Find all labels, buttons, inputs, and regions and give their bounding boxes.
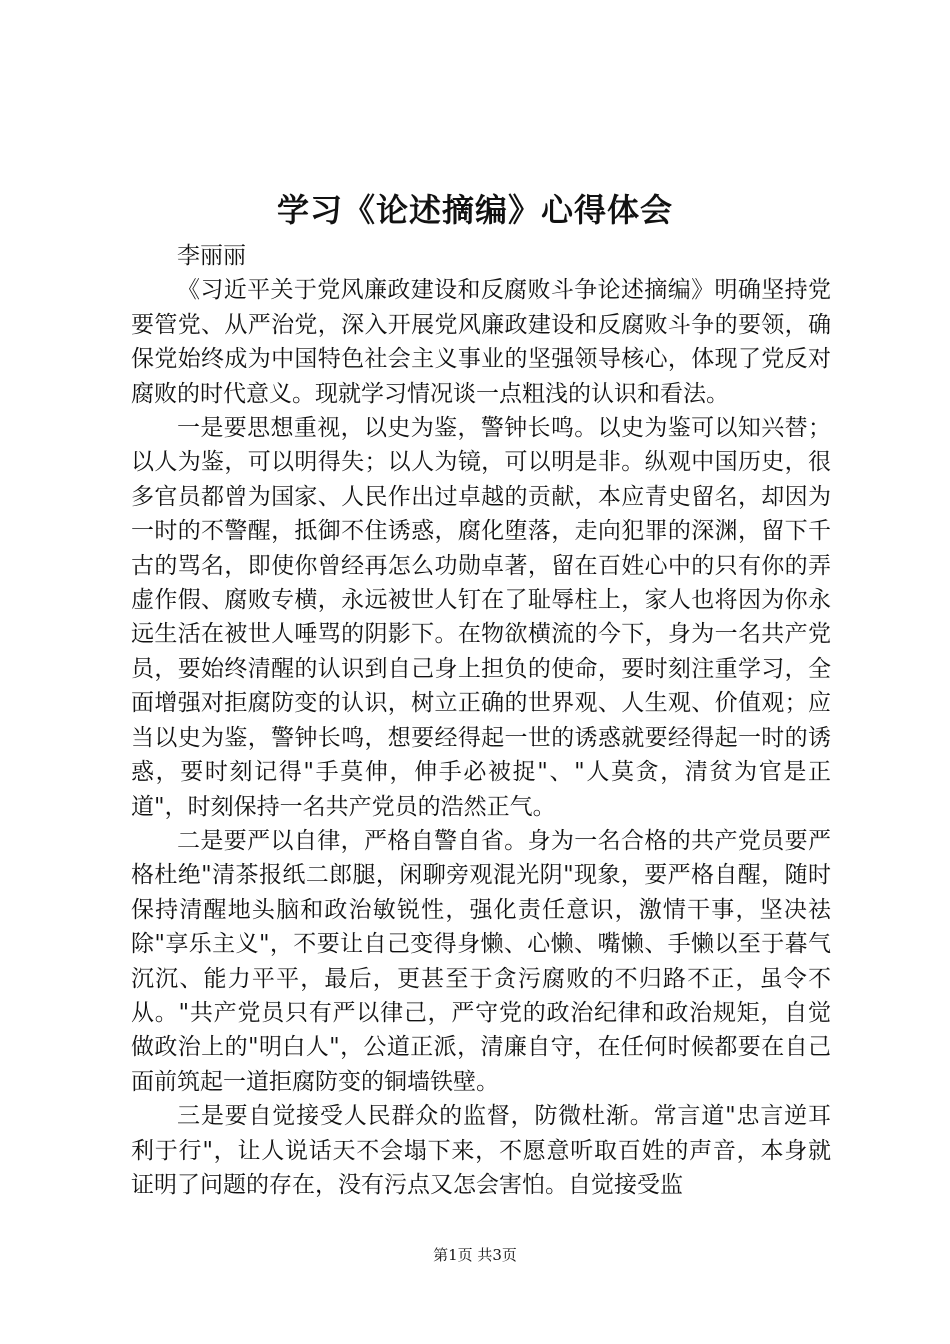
paragraph-intro: 《习近平关于党风廉政建设和反腐败斗争论述摘编》明确坚持党要管党、从严治党，深入开展党风廉政建设和反腐败斗争的要领，确保党始终成为中国特色社会主义事业的坚强领导核心，体现了党反对腐败的时代意义。现就学习情况谈一点粗浅的认识和看法。 xyxy=(131,277,831,407)
paragraph-point-one: 一是要思想重视，以史为鉴，警钟长鸣。以史为鉴可以知兴替；以人为鉴，可以明得失；以人为镜，可以明是非。纵观中国历史，很多官员都曾为国家、人民作出过卓越的贡献，本应青史留名，却因为一时的不警醒，抵御不住诱惑，腐化堕落，走向犯罪的深渊，留下千古的骂名，即使你曾经再怎么功勋卓著，留在百姓心中的只有你的弄虚作假、腐败专横，永远被世人钉在了耻辱柱上，家人也将因为你永远生活在被世人唾骂的阴影下。在物欲横流的今下，身为一名共产党员，要始终清醒的认识到自己身上担负的使命，要时刻注重学习，全面增强对拒腐防变的认识，树立正确的世界观、人生观、价值观；应当以史为鉴，警钟长鸣，想要经得起一世的诱惑就要经得起一时的诱惑，要时刻记得"手莫伸，伸手必被捉"、"人莫贪，清贫为官是正道"，时刻保持一名共产党员的浩然正气。 xyxy=(131,415,831,820)
page-footer: 第1页 共3页 xyxy=(433,1246,517,1264)
paragraph-point-two: 二是要严以自律，严格自警自省。身为一名合格的共产党员要严格杜绝"清茶报纸二郎腿，闲聊旁观混光阴"现象，要严格自醒，随时保持清醒地头脑和政治敏锐性，强化责任意识，激情干事，坚决祛除"享乐主义"，不要让自己变得身懒、心懒、嘴懒、手懒以至于暮气沉沉、能力平平，最后，更甚至于贪污腐败的不归路不正，虽令不从。"共产党员只有严以律己，严守党的政治纪律和政治规矩，自觉做政治上的"明白人"，公道正派，清廉自守，在任何时候都要在自己面前筑起一道拒腐防变的铜墙铁壁。 xyxy=(131,827,831,1095)
paragraph-point-three: 三是要自觉接受人民群众的监督，防微杜渐。常言道"忠言逆耳利于行"，让人说话天不会塌下来，不愿意听取百姓的声音，本身就证明了问题的存在，没有污点又怎会害怕。自觉接受监 xyxy=(131,1103,831,1198)
document-body xyxy=(131,239,831,1202)
author-name: 李丽丽 xyxy=(177,243,246,269)
document-title: 学习《论述摘编》心得体会 xyxy=(276,191,673,229)
